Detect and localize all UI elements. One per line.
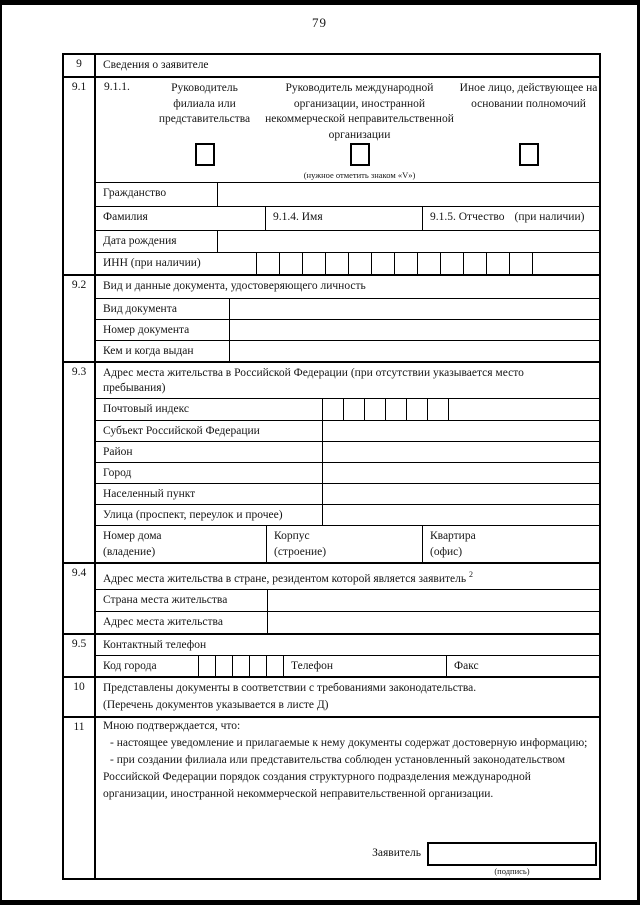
- digit-cell[interactable]: [233, 656, 250, 676]
- doc-type-field[interactable]: [230, 299, 599, 319]
- digit-cell[interactable]: [344, 399, 365, 420]
- item-9-1-1-label: 9.1.1.: [104, 81, 130, 93]
- row-number-11: 11: [64, 718, 96, 878]
- doc-issued-label: Кем и когда выдан: [96, 341, 230, 361]
- city-code-cells: [199, 656, 284, 676]
- block-field[interactable]: Корпус (строение): [267, 526, 423, 562]
- page-number: 79: [312, 15, 327, 30]
- inn-digit-cells: [257, 253, 533, 274]
- district-label: Район: [96, 442, 323, 462]
- signature-field[interactable]: [427, 842, 597, 866]
- postal-extra-field: [449, 399, 599, 420]
- section-9-3-title: Адрес места жительства в Российской Федерации (при отсутствии указывается место пребывания): [103, 367, 524, 394]
- signature-caption: (подпись): [494, 865, 530, 876]
- row-number-9-1: 9.1: [64, 78, 96, 274]
- digit-cell[interactable]: [280, 253, 303, 274]
- digit-cell[interactable]: [510, 253, 533, 274]
- section-9-title: Сведения о заявителе: [103, 59, 209, 71]
- row-number-9-2: 9.2: [64, 276, 96, 361]
- section-9-2-title: Вид и данные документа, удостоверяющего личность: [103, 280, 366, 292]
- residence-country-field[interactable]: [268, 590, 599, 611]
- residence-country-label: Страна места жительства: [96, 590, 268, 611]
- fax-field[interactable]: Факс: [454, 659, 479, 672]
- digit-cell[interactable]: [257, 253, 280, 274]
- district-field[interactable]: [323, 442, 599, 462]
- city-field[interactable]: [323, 463, 599, 483]
- digit-cell[interactable]: [267, 656, 284, 676]
- postal-code-label: Почтовый индекс: [96, 399, 323, 420]
- section-11-row: [64, 716, 599, 878]
- doc-issued-field[interactable]: [230, 341, 599, 361]
- inn-extra-field: [533, 253, 599, 274]
- doc-number-field[interactable]: [230, 320, 599, 340]
- confirmation-item-2: - при создании филиала или представительства соблюден установленный законодательством Российской Федерации порядок создания структурного подразделения международной организации, иностранной некоммерческой неправительственной организации.: [103, 753, 566, 800]
- digit-cell[interactable]: [487, 253, 510, 274]
- option-branch-head-label: Руководитель филиала или представительства: [158, 82, 251, 125]
- section-9-5-title: Контактный телефон: [103, 638, 207, 651]
- signature-area: [96, 836, 599, 878]
- city-code-label: Код города: [96, 656, 199, 676]
- confirmation-intro: Мною подтверждается, что:: [103, 719, 241, 732]
- confirmation-item-1: - настоящее уведомление и прилагаемые к нему документы содержат достоверную информацию;: [110, 736, 588, 749]
- flat-field[interactable]: Квартира (офис): [430, 530, 476, 558]
- digit-cell[interactable]: [386, 399, 407, 420]
- phone-field[interactable]: Телефон: [284, 656, 447, 676]
- checkbox-branch-head[interactable]: [195, 143, 215, 166]
- postal-code-cells: [323, 399, 449, 420]
- residence-address-label: Адрес места жительства: [96, 612, 268, 633]
- footnote-marker: 2: [469, 570, 473, 579]
- birthdate-field[interactable]: [218, 231, 599, 252]
- region-field[interactable]: [323, 421, 599, 441]
- section-9-4-row: [64, 562, 599, 633]
- digit-cell[interactable]: [250, 656, 267, 676]
- mark-hint: (нужное отметить знаком «V»): [303, 170, 416, 180]
- checkbox-hint-row: [96, 170, 599, 182]
- digit-cell[interactable]: [372, 253, 395, 274]
- surname-field[interactable]: Фамилия: [96, 207, 266, 230]
- region-label: Субъект Российской Федерации: [96, 421, 323, 441]
- applicant-type-options: [96, 78, 599, 143]
- digit-cell[interactable]: [441, 253, 464, 274]
- digit-cell[interactable]: [395, 253, 418, 274]
- birthdate-label: Дата рождения: [96, 231, 218, 252]
- row-number-9-4: 9.4: [64, 564, 96, 633]
- doc-number-label: Номер документа: [96, 320, 230, 340]
- section-9-1-row: [64, 76, 599, 274]
- patronymic-field[interactable]: 9.1.5. Отчество (при наличии): [430, 211, 585, 223]
- section-9-4-title: Адрес места жительства в стране, резидентом которой является заявитель $^2$: [103, 570, 473, 585]
- house-number-field[interactable]: Номер дома (владение): [96, 526, 267, 562]
- digit-cell[interactable]: [326, 253, 349, 274]
- digit-cell[interactable]: [303, 253, 326, 274]
- applicant-type-checkboxes: [96, 143, 599, 169]
- section-9-2-row: [64, 274, 599, 361]
- digit-cell[interactable]: [407, 399, 428, 420]
- digit-cell[interactable]: [428, 399, 449, 420]
- street-field[interactable]: [323, 505, 599, 525]
- street-label: Улица (проспект, переулок и прочее): [96, 505, 323, 525]
- residence-address-field[interactable]: [268, 612, 599, 633]
- row-number-10: 10: [64, 678, 96, 716]
- section-9-3-row: [64, 361, 599, 562]
- settlement-field[interactable]: [323, 484, 599, 504]
- settlement-label: Населенный пункт: [96, 484, 323, 504]
- digit-cell[interactable]: [464, 253, 487, 274]
- section-10-row: [64, 676, 599, 716]
- city-label: Город: [96, 463, 323, 483]
- section-9-5-row: [64, 633, 599, 676]
- row-number-9-3: 9.3: [64, 363, 96, 562]
- option-intl-org-head-label: Руководитель международной организации, иностранной некоммерческой неправительственной организации: [265, 82, 454, 141]
- digit-cell[interactable]: [216, 656, 233, 676]
- citizenship-field[interactable]: [218, 183, 599, 206]
- citizenship-label: Гражданство: [96, 183, 218, 206]
- digit-cell[interactable]: [365, 399, 386, 420]
- inn-label: ИНН (при наличии): [96, 253, 257, 274]
- firstname-field[interactable]: 9.1.4. Имя: [266, 207, 423, 230]
- doc-type-label: Вид документа: [96, 299, 230, 319]
- digit-cell[interactable]: [323, 399, 344, 420]
- digit-cell[interactable]: [349, 253, 372, 274]
- row-number-9-5: 9.5: [64, 635, 96, 676]
- checkbox-other-person[interactable]: [519, 143, 539, 166]
- option-other-person-label: Иное лицо, действующее на основании полномочий: [459, 82, 598, 110]
- applicant-label: Заявитель: [372, 846, 421, 859]
- section-10-text: Представлены документы в соответствии с требованиями законодательства. (Перечень документов указывается в листе Д): [103, 681, 477, 711]
- checkbox-intl-org-head[interactable]: [350, 143, 370, 166]
- notification-form-table: [62, 53, 601, 880]
- section-9-row: [64, 55, 599, 76]
- row-number-9: 9: [64, 55, 96, 76]
- digit-cell[interactable]: [418, 253, 441, 274]
- digit-cell[interactable]: [199, 656, 216, 676]
